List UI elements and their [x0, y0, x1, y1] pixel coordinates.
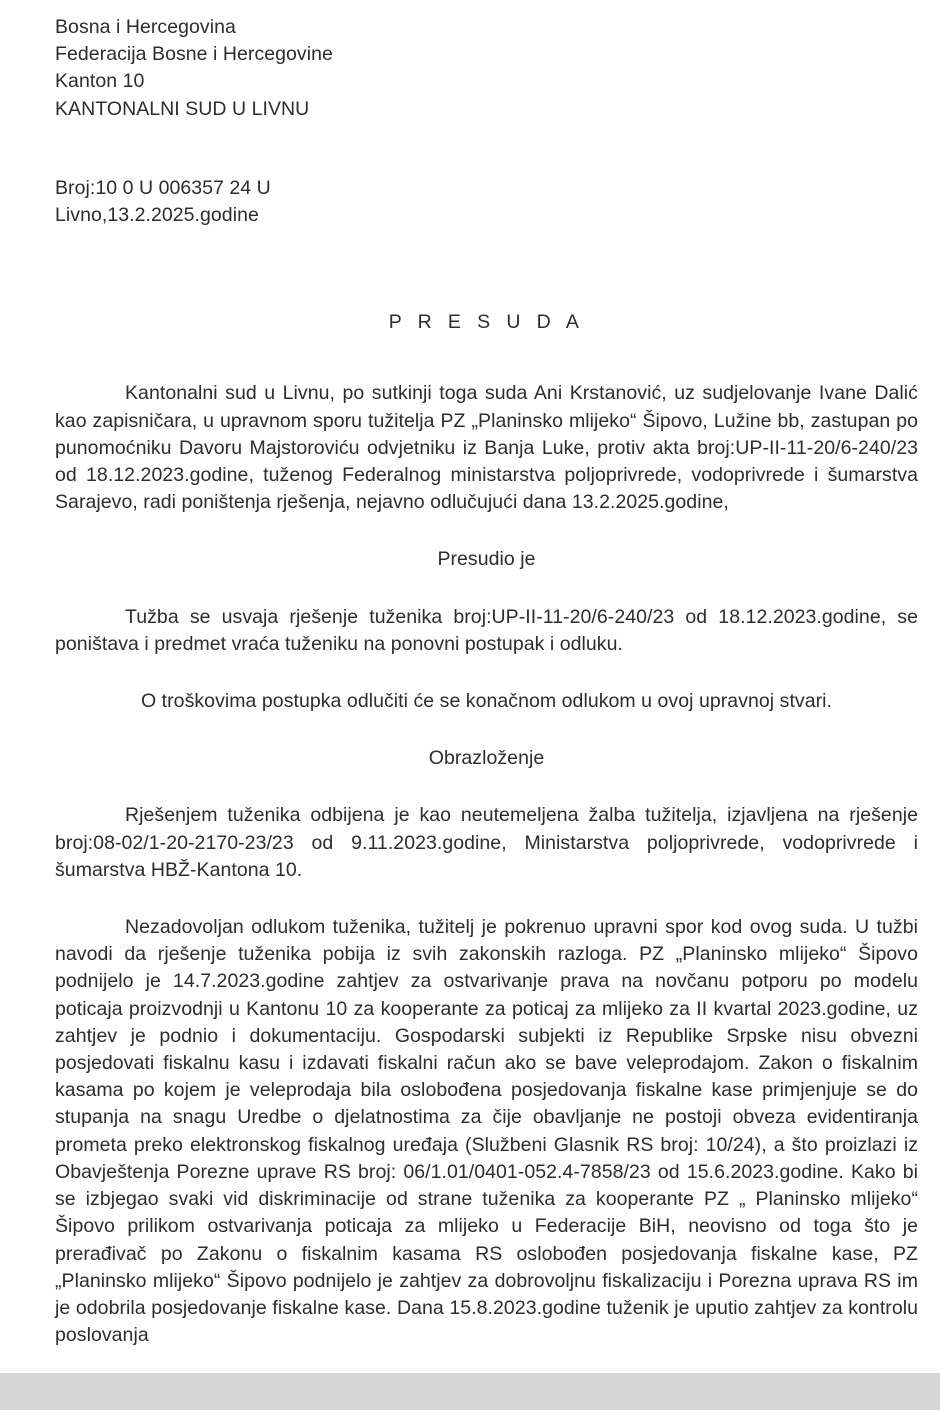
- spacer-before-costs: [55, 658, 918, 688]
- page-title: P R E S U D A: [388, 311, 585, 334]
- letterhead-line-court: KANTONALNI SUD U LIVNU: [55, 97, 310, 120]
- letterhead-line-canton: Kanton 10: [55, 70, 145, 93]
- ruling-heading: Presudio je: [437, 548, 536, 571]
- letterhead-line-federation: Federacija Bosne i Hercegovine: [55, 43, 333, 66]
- spacer-before-reasoning-heading: [55, 715, 918, 745]
- spacer-after-ruling-heading: [55, 574, 918, 604]
- spacer-before-ruling-heading: [55, 516, 918, 546]
- reasoning-paragraph-2: Nezadovoljan odlukom tuženika, tužitelj je pokrenuo upravni spor kod ovog suda. U tužbi navodi da rješenje tuženika pobija iz svih zakonskih razloga. PZ „Planinsko mlijeko“ Šipovo podnijelo je 14.7.2023.godine zahtjev za ostvarivanje prava na novčanu potporu po modelu poticaja proizvodnji u Kantonu 10 za kooperante za poticaj za mlijeko za II kvartal 2023.godine, uz zahtjev je podnio i dokumentaciju. Gospodarski subjekti iz Republike Srpske nisu obvezni posjedovati fiskalnu kasu i izdavati fiskalni račun ako se bave veleprodajom. Zakon o fiskalnim kasama po kojem je veleprodaja bila oslobođena posjedovanja fiskalne kase primjenjuje se do stupanja na snagu Uredbe o djelatnostima za čije obavljanje ne postoji obveza evidentiranja prometa preko elektronskog fiskalnog uređaja (Službeni Glasnik RS broj: 10/24), a što proizlazi iz Obavještenja Porezne uprave RS broj: 06/1.01/0401-052.4-7858/23 od 15.6.2023.godine. Kako bi se izbjegao svaki vid diskriminacije od strane tuženika za kooperante PZ „ Planinsko mlijeko“ Šipovo prilikom ostvarivanja poticaja za mlijeko u Federacije BiH, neovisno od toga što je prerađivač po Zakonu o fiskalnim kasama RS oslobođen posjedovanja fiskalne kase, PZ „Planinsko mlijeko“ Šipovo podnijelo je zahtjev za dobrovoljnu fiskalizaciju i Porezna uprava RS im je odobrila posjedovanje fiskalne kase. Dana 15.8.2023.godine tuženik je uputio zahtjev za kontrolu poslovanja: [55, 916, 918, 1347]
- letterhead-line-country: Bosna i Hercegovina: [55, 16, 236, 38]
- reference-block: [55, 175, 918, 229]
- place-and-date: Livno,13.2.2025.godine: [55, 204, 259, 227]
- reasoning-heading: Obrazloženje: [428, 747, 545, 770]
- spacer-after-reasoning-heading: [55, 772, 918, 802]
- spacer-after-letterhead: [55, 123, 918, 175]
- spacer-after-title: [55, 336, 918, 380]
- page-bottom-band: [0, 1373, 940, 1410]
- document-body: [55, 14, 918, 1349]
- ruling-paragraph: Tužba se usvaja rješenje tuženika broj:UP-II-11-20/6-240/23 od 18.12.2023.godine, se poništava i predmet vraća tuženiku na ponovni postupak i odluku.: [55, 605, 918, 655]
- spacer-between-reasoning-paragraphs: [55, 884, 918, 914]
- case-number: Broj:10 0 U 006357 24 U: [55, 176, 271, 199]
- reasoning-paragraph-1: Rješenjem tuženika odbijena je kao neutemeljena žalba tužitelja, izjavljena na rješenje broj:08-02/1-20-2170-23/23 od 9.11.2023.godine, Ministarstva poljoprivrede, vodoprivrede i šumarstva HBŽ-Kantona 10.: [55, 804, 918, 881]
- letterhead-block: [55, 14, 918, 123]
- intro-paragraph: Kantonalni sud u Livnu, po sutkinji toga suda Ani Krstanović, uz sudjelovanje Ivane Dalić kao zapisničara, u upravnom sporu tužitelja PZ „Planinsko mlijeko“ Šipovo, Lužine bb, zastupan po punomoćniku Davoru Majstoroviću odvjetniku iz Banja Luke, protiv akta broj:UP-II-11-20/6-240/23 od 18.12.2023.godine, tuženog Federalnog ministarstva poljoprivrede, vodoprivrede i šumarstva Sarajevo, radi poništenja rješenja, nejavno odlučujući dana 13.2.2025.godine,: [55, 382, 918, 514]
- spacer-before-title: [55, 229, 918, 309]
- costs-paragraph: O troškovima postupka odlučiti će se konačnom odlukom u ovoj upravnoj stvari.: [140, 690, 832, 713]
